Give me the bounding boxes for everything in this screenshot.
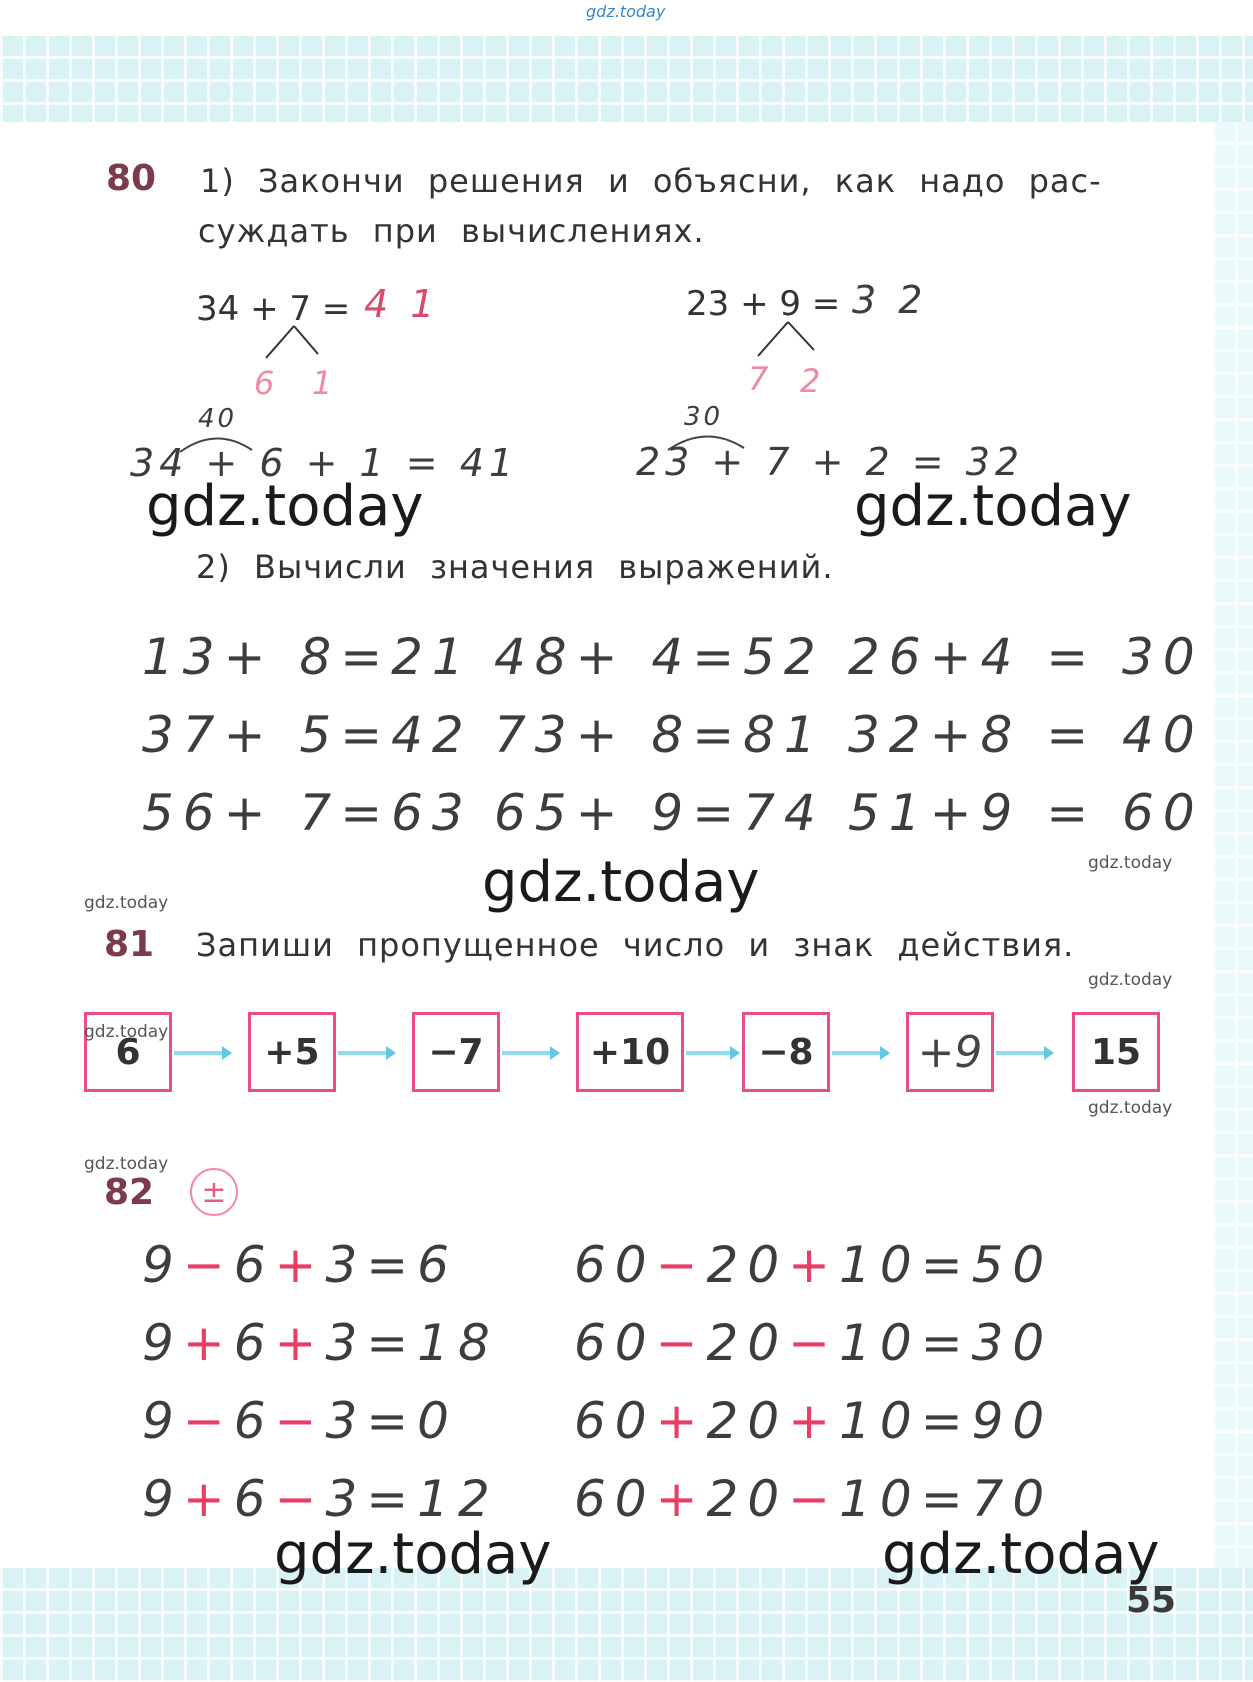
chain-arrow [996, 1051, 1052, 1055]
watermark-large: gdz.today [146, 474, 424, 539]
exercise-80-task1-line1: 1) Закончи решения и объясни, как надо рас- [200, 162, 1102, 200]
expression-r3-c2: 65+ 9=74 [494, 784, 825, 842]
chain-box-result [1072, 1012, 1160, 1092]
chain-box-step1 [248, 1012, 336, 1092]
expression-r3-c3: 51+9 = 60 [848, 784, 1204, 842]
chain-arrow [832, 1051, 888, 1055]
chain-arrow [502, 1051, 558, 1055]
exercise-80-task2: 2) Вычисли значения выражений. [196, 548, 834, 586]
expression-r2-c3: 32+8 = 40 [848, 706, 1204, 764]
watermark-small: gdz.today [1088, 970, 1173, 990]
example-right-split-lines [752, 318, 822, 360]
example-right-printed: 23 + 9 = [686, 284, 841, 324]
chain-value-handwritten: +9 [917, 1026, 983, 1078]
expression-r2-c2: 73+ 8=81 [494, 706, 825, 764]
chain-arrow [338, 1051, 394, 1055]
chain-value: +5 [264, 1031, 320, 1073]
expression-r3-c1: 56+ 7=63 [142, 784, 473, 842]
example-right-split-a: 7 [748, 360, 769, 398]
ex82-row4-left: 9+6−3=12 [142, 1470, 499, 1528]
chain-box-step3 [576, 1012, 684, 1092]
chain-box-step2 [412, 1012, 500, 1092]
plus-minus-symbol: ± [201, 1174, 227, 1210]
ex82-row3-left: 9−6−3=0 [142, 1392, 458, 1450]
chain-value: −7 [428, 1031, 484, 1073]
example-right-split-b: 2 [800, 362, 821, 400]
watermark-top: gdz.today [586, 2, 666, 21]
watermark-large: gdz.today [482, 850, 760, 915]
watermark-small: gdz.today [84, 893, 169, 913]
right-decor-band [1212, 122, 1253, 1568]
example-right-work: 23 + 7 + 2 = 32 [636, 440, 1025, 484]
watermark-small: gdz.today [84, 1022, 169, 1042]
exercise-81-text: Запиши пропущенное число и знак действия. [196, 926, 1075, 964]
example-left-split-lines [258, 322, 328, 362]
ex82-row2-right: 60−20−10=30 [574, 1314, 1054, 1372]
ex82-row1-left: 9−6+3=6 [142, 1236, 458, 1294]
top-decor-band [0, 36, 1253, 122]
exercise-80-task1-line2: суждать при вычислениях. [198, 212, 705, 250]
watermark-large: gdz.today [854, 474, 1132, 539]
page-number: 55 [1126, 1580, 1177, 1621]
ex82-row3-right: 60+20+10=90 [574, 1392, 1054, 1450]
expression-r1-c1: 13+ 8=21 [142, 628, 473, 686]
watermark-large: gdz.today [274, 1522, 552, 1587]
exercise-80-number: 80 [106, 158, 157, 199]
example-right-over: 30 [684, 402, 724, 432]
example-left-printed: 34 + 7 = [196, 289, 351, 329]
chain-arrow [686, 1051, 738, 1055]
example-left-split-a: 6 [254, 364, 275, 402]
watermark-large: gdz.today [882, 1522, 1160, 1587]
watermark-small: gdz.today [1088, 853, 1173, 873]
expression-r1-c2: 48+ 4=52 [494, 628, 825, 686]
example-left-split-b: 1 [312, 364, 333, 402]
chain-arrow [174, 1051, 230, 1055]
watermark-small: gdz.today [1088, 1098, 1173, 1118]
chain-box-step5-filled [906, 1012, 994, 1092]
chain-value: +10 [589, 1031, 671, 1073]
plus-minus-icon [190, 1168, 238, 1216]
watermark-small: gdz.today [84, 1154, 169, 1174]
ex82-row1-right: 60−20+10=50 [574, 1236, 1054, 1294]
ex82-row4-right: 60+20−10=70 [574, 1470, 1054, 1528]
exercise-82-number: 82 [104, 1172, 155, 1213]
chain-box-step4 [742, 1012, 830, 1092]
example-left-work: 34 + 6 + 1 = 41 [130, 441, 519, 485]
ex82-row2-left: 9+6+3=18 [142, 1314, 499, 1372]
chain-value: 15 [1090, 1031, 1142, 1073]
chain-value: −8 [758, 1031, 814, 1073]
example-right-answer: 3 2 [852, 278, 928, 322]
example-left-answer: 4 1 [364, 282, 440, 326]
expression-r1-c3: 26+4 = 30 [848, 628, 1204, 686]
exercise-81-number: 81 [104, 924, 155, 965]
expression-r2-c1: 37+ 5=42 [142, 706, 473, 764]
example-left-over: 40 [198, 404, 238, 434]
chain-value: 6 [115, 1031, 141, 1073]
